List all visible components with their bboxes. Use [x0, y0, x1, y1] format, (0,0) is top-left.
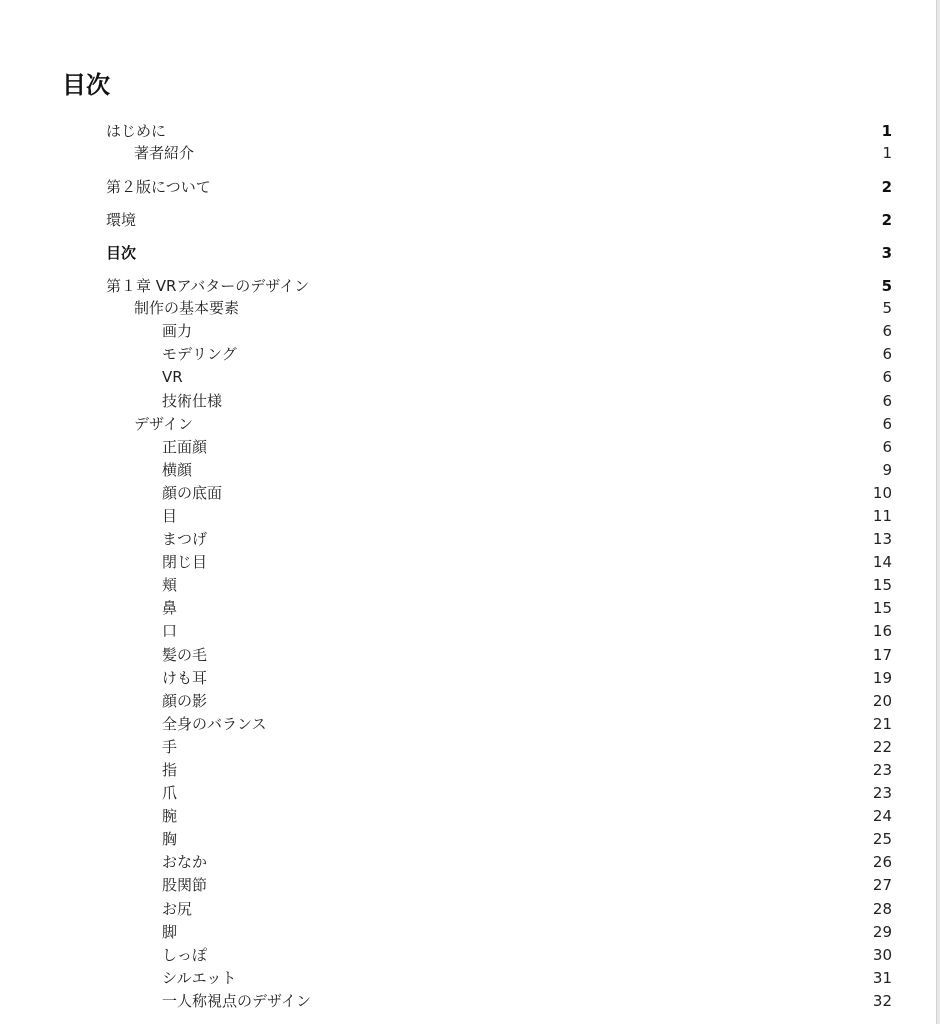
toc-entry-label: 顔の影: [162, 691, 208, 710]
toc-entry-label: 環境: [106, 210, 137, 229]
toc-entry[interactable]: [106, 209, 892, 231]
toc-entry-page-number: 15: [872, 599, 892, 618]
toc-entry-page-number: 26: [872, 853, 892, 872]
toc-entry-label: 技術仕様: [162, 391, 223, 410]
toc-entry-page-number: 5: [882, 299, 892, 318]
toc-entry-label: 第２版について: [106, 177, 211, 196]
toc-entry[interactable]: [106, 644, 892, 667]
toc-entry-page-number: 27: [872, 876, 892, 895]
toc-entry-label: 胸: [162, 830, 178, 849]
toc-entry[interactable]: [106, 620, 892, 643]
toc-entry-page-number: 2: [881, 177, 892, 196]
toc-entry[interactable]: [106, 828, 892, 851]
toc-entry[interactable]: [106, 413, 892, 436]
toc-entry-page-number: 6: [882, 414, 892, 433]
toc-entry[interactable]: [106, 805, 892, 828]
toc-entry-page-number: 5: [881, 276, 892, 295]
toc-entry-page-number: 16: [872, 622, 892, 641]
toc-entry-page-number: 31: [872, 968, 892, 987]
toc-entry[interactable]: [106, 690, 892, 713]
toc-entry-page-number: 17: [872, 645, 892, 664]
toc-entry[interactable]: [106, 275, 892, 297]
toc-entry-label: おなか: [162, 853, 208, 872]
toc-entry-label: 手: [162, 737, 178, 756]
toc-entry-page-number: 10: [872, 483, 892, 502]
toc-entry-label: 指: [162, 761, 178, 780]
toc-entry[interactable]: [106, 389, 892, 412]
toc-entry[interactable]: [106, 142, 892, 165]
toc-entry-page-number: 6: [882, 322, 892, 341]
toc-entry-label: 著者紹介: [134, 144, 195, 163]
toc-entry[interactable]: [106, 736, 892, 759]
toc-entry-page-number: 11: [872, 506, 892, 525]
toc-entry-page-number: 23: [872, 784, 892, 803]
toc-entry[interactable]: [106, 759, 892, 782]
toc-entry-label: 一人称視点のデザイン: [162, 991, 311, 1010]
toc-entry-label: 目次: [106, 243, 137, 262]
toc-entry-page-number: 20: [872, 691, 892, 710]
toc-entry-label: けも耳: [162, 668, 208, 687]
table-of-contents: [106, 120, 892, 1013]
toc-entry-page-number: 1: [881, 121, 892, 140]
toc-entry-page-number: 9: [882, 460, 892, 479]
toc-entry-label: お尻: [162, 899, 193, 918]
toc-entry[interactable]: [106, 366, 892, 389]
toc-entry-page-number: 24: [872, 807, 892, 826]
toc-entry-label: モデリング: [162, 345, 237, 364]
toc-entry[interactable]: [106, 898, 892, 921]
page-title: 目次: [62, 71, 110, 99]
toc-entry[interactable]: [106, 990, 892, 1013]
toc-entry-label: 鼻: [162, 599, 178, 618]
toc-entry-label: 股関節: [162, 876, 208, 895]
toc-entry[interactable]: [106, 874, 892, 897]
toc-entry[interactable]: [106, 242, 892, 264]
toc-entry[interactable]: [106, 597, 892, 620]
toc-entry-page-number: 19: [872, 668, 892, 687]
toc-entry-label: 口: [162, 622, 178, 641]
toc-entry[interactable]: [106, 528, 892, 551]
toc-entry-label: 閉じ目: [162, 553, 208, 572]
toc-entry-label: しっぽ: [162, 945, 208, 964]
toc-entry-label: 目: [162, 506, 178, 525]
toc-entry[interactable]: [106, 967, 892, 990]
toc-entry-page-number: 3: [881, 243, 892, 262]
toc-entry-page-number: 28: [872, 899, 892, 918]
toc-entry-page-number: 14: [872, 553, 892, 572]
toc-entry[interactable]: [106, 851, 892, 874]
toc-entry[interactable]: [106, 505, 892, 528]
toc-entry-label: 顔の底面: [162, 483, 223, 502]
toc-entry-label: 脚: [162, 922, 178, 941]
toc-entry[interactable]: [106, 667, 892, 690]
toc-entry[interactable]: [106, 713, 892, 736]
toc-entry-label: 横顔: [162, 460, 193, 479]
toc-entry-page-number: 6: [882, 437, 892, 456]
toc-entry-page-number: 30: [872, 945, 892, 964]
toc-entry[interactable]: [106, 482, 892, 505]
toc-entry-label: 腕: [162, 807, 178, 826]
toc-entry-label: 画力: [162, 322, 193, 341]
toc-entry[interactable]: [106, 176, 892, 198]
toc-entry[interactable]: [106, 297, 892, 320]
toc-entry-label: VR: [162, 368, 183, 387]
toc-entry-label: はじめに: [106, 121, 167, 140]
toc-entry[interactable]: [106, 459, 892, 482]
page-edge: [936, 0, 940, 1024]
toc-entry[interactable]: [106, 343, 892, 366]
toc-entry[interactable]: [106, 320, 892, 343]
toc-entry-label: 正面顔: [162, 437, 208, 456]
toc-entry[interactable]: [106, 574, 892, 597]
toc-entry-label: 髪の毛: [162, 645, 208, 664]
toc-entry-label: 爪: [162, 784, 178, 803]
toc-entry-page-number: 6: [882, 345, 892, 364]
toc-entry-label: シルエット: [162, 968, 237, 987]
toc-entry-page-number: 23: [872, 761, 892, 780]
toc-entry-page-number: 21: [872, 714, 892, 733]
toc-entry-label: 制作の基本要素: [134, 299, 240, 318]
toc-entry[interactable]: [106, 944, 892, 967]
toc-entry-page-number: 6: [882, 391, 892, 410]
toc-entry-page-number: 29: [872, 922, 892, 941]
toc-entry-page-number: 32: [872, 991, 892, 1010]
toc-entry-label: まつげ: [162, 530, 208, 549]
toc-entry-page-number: 1: [882, 144, 892, 163]
toc-entry-page-number: 22: [872, 737, 892, 756]
toc-entry-page-number: 13: [872, 530, 892, 549]
toc-entry[interactable]: [106, 120, 892, 142]
toc-entry-label: 第１章 VRアバターのデザイン: [106, 276, 310, 295]
toc-entry-label: デザイン: [134, 414, 193, 433]
toc-entry[interactable]: [106, 782, 892, 805]
toc-entry[interactable]: [106, 436, 892, 459]
toc-entry-page-number: 15: [872, 576, 892, 595]
toc-entry[interactable]: [106, 921, 892, 944]
toc-entry-page-number: 6: [882, 368, 892, 387]
toc-entry-label: 頬: [162, 576, 178, 595]
toc-entry[interactable]: [106, 551, 892, 574]
toc-entry-page-number: 2: [881, 210, 892, 229]
toc-entry-label: 全身のバランス: [162, 714, 267, 733]
toc-entry-page-number: 25: [872, 830, 892, 849]
